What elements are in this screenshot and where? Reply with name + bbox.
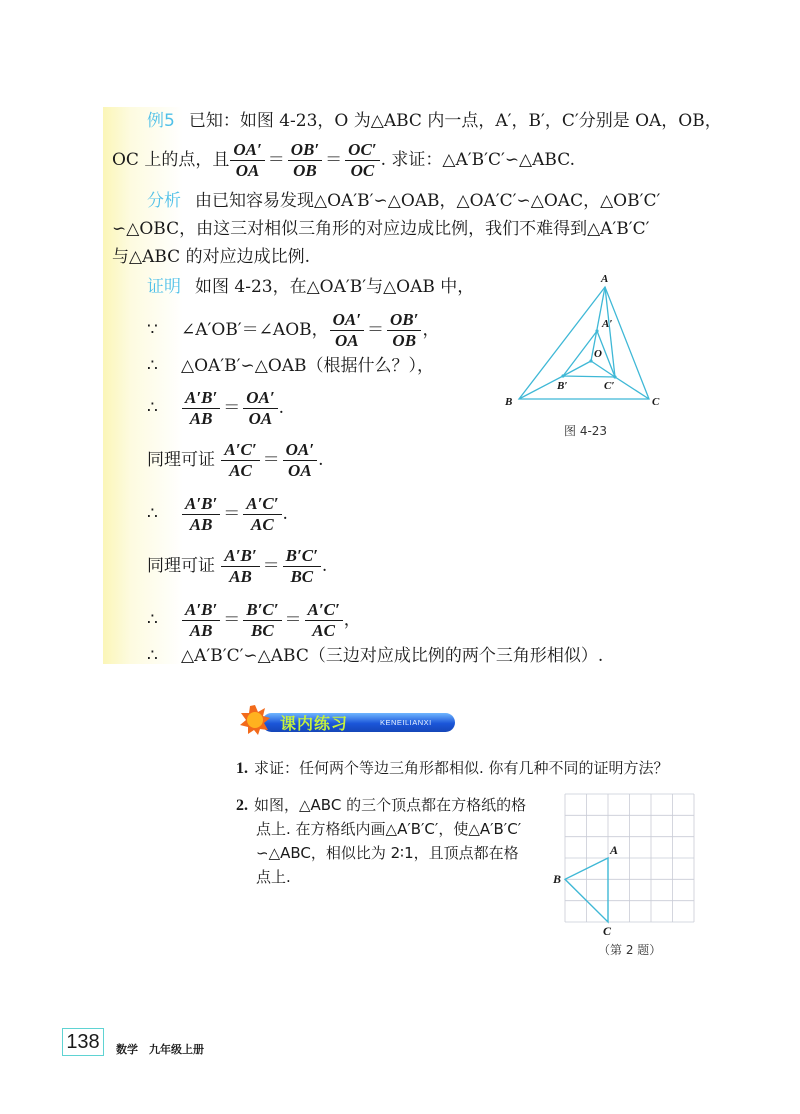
figure-caption: 图 4-23: [564, 424, 608, 438]
proof-step-2: ∴ △OA′B′∽△OAB（根据什么？），: [147, 356, 435, 376]
proof-label: 证明: [147, 277, 181, 297]
label-a: A: [601, 273, 609, 285]
proof-conclusion: ∴ △A′B′C′∽△ABC（三边对应成比例的两个三角形相似）.: [147, 646, 604, 666]
proof-step-7: ∴ $\frac{A'B'}{AB}$ ＝ $\frac{B'C'}{BC}$ ＝ $\frac{A'C'}{AC}$ ，: [147, 600, 361, 640]
analysis-label: 分析: [147, 191, 181, 211]
grid-label-b: B: [553, 872, 562, 886]
fraction: $\frac{OA'}{OA}$: [230, 140, 264, 181]
banner-subtitle: KENEILIANXI: [380, 718, 432, 727]
label-c: C: [652, 396, 660, 408]
label-b-prime: B′: [557, 380, 568, 392]
proof-step-4: 同理可证 $\frac{A'C'}{AC}$ ＝ $\frac{OA'}{OA}$ .: [147, 440, 324, 480]
analysis-line-2: ∽△OBC，由这三对相似三角形的对应边成比例，我们不难得到△A′B′C′: [112, 219, 650, 239]
example-line-2: OC 上的点，且 $\frac{OA'}{OA}$ ＝ $\frac{OB'}{OB}$ ＝ $\frac{OC'}{OC}$ . 求证：△A′B′C′∽△ABC.: [112, 140, 576, 180]
proof-step-5: ∴ $\frac{A'B'}{AB}$ ＝ $\frac{A'C'}{AC}$ .: [147, 494, 288, 534]
book-title: 数学 九年级上册: [116, 1043, 204, 1056]
exercise-1: 1. 求证：任何两个等边三角形都相似. 你有几种不同的证明方法？: [236, 759, 669, 777]
grid-label-c: C: [603, 924, 612, 938]
exercise-2-line-2: 点上. 在方格纸内画△A′B′C′，使△A′B′C′: [256, 820, 522, 838]
proof-intro: 证明 如图 4-23，在△OA′B′与△OAB 中，: [147, 277, 475, 297]
proof-step-1: ∵ ∠A′OB′＝∠AOB， $\frac{OA'}{OA}$ ＝ $\frac{OB'}{OB}$ ，: [147, 310, 440, 350]
label-c-prime: C′: [604, 380, 615, 392]
example-line-1: 例5 已知：如图 4-23，O 为△ABC 内一点，A′，B′，C′分别是 OA，OB，: [147, 111, 722, 131]
exercise-2-line-3: ∽△ABC，相似比为 2∶1，且顶点都在格: [256, 844, 519, 862]
fraction: $\frac{OB'}{OB}$: [288, 140, 322, 181]
exercise-2-line-4: 点上.: [256, 868, 291, 886]
page-number: 138: [62, 1028, 104, 1056]
analysis-line-3: 与△ABC 的对应边成比例.: [112, 247, 310, 267]
proof-step-6: 同理可证 $\frac{A'B'}{AB}$ ＝ $\frac{B'C'}{BC}$ .: [147, 546, 328, 586]
exercise-banner: [240, 705, 460, 739]
label-a-prime: A′: [602, 318, 613, 330]
grid-caption: （第 2 题）: [598, 943, 662, 957]
grid-label-a: A: [610, 843, 619, 857]
analysis-line-1: 分析 由已知容易发现△OA′B′∽△OAB，△OA′C′∽△OAC，△OB′C′: [147, 191, 661, 211]
label-o: O: [594, 348, 602, 360]
sun-icon: [240, 705, 270, 735]
exercise-2: 2. 如图，△ABC 的三个顶点都在方格纸的格: [236, 796, 527, 814]
banner-title: 课内练习: [280, 714, 349, 733]
proof-step-3: ∴ $\frac{A'B'}{AB}$ ＝ $\frac{OA'}{OA}$ .: [147, 388, 285, 428]
label-b: B: [505, 396, 513, 408]
fraction: $\frac{OC'}{OC}$: [345, 140, 379, 181]
example-label: 例5: [147, 111, 175, 131]
